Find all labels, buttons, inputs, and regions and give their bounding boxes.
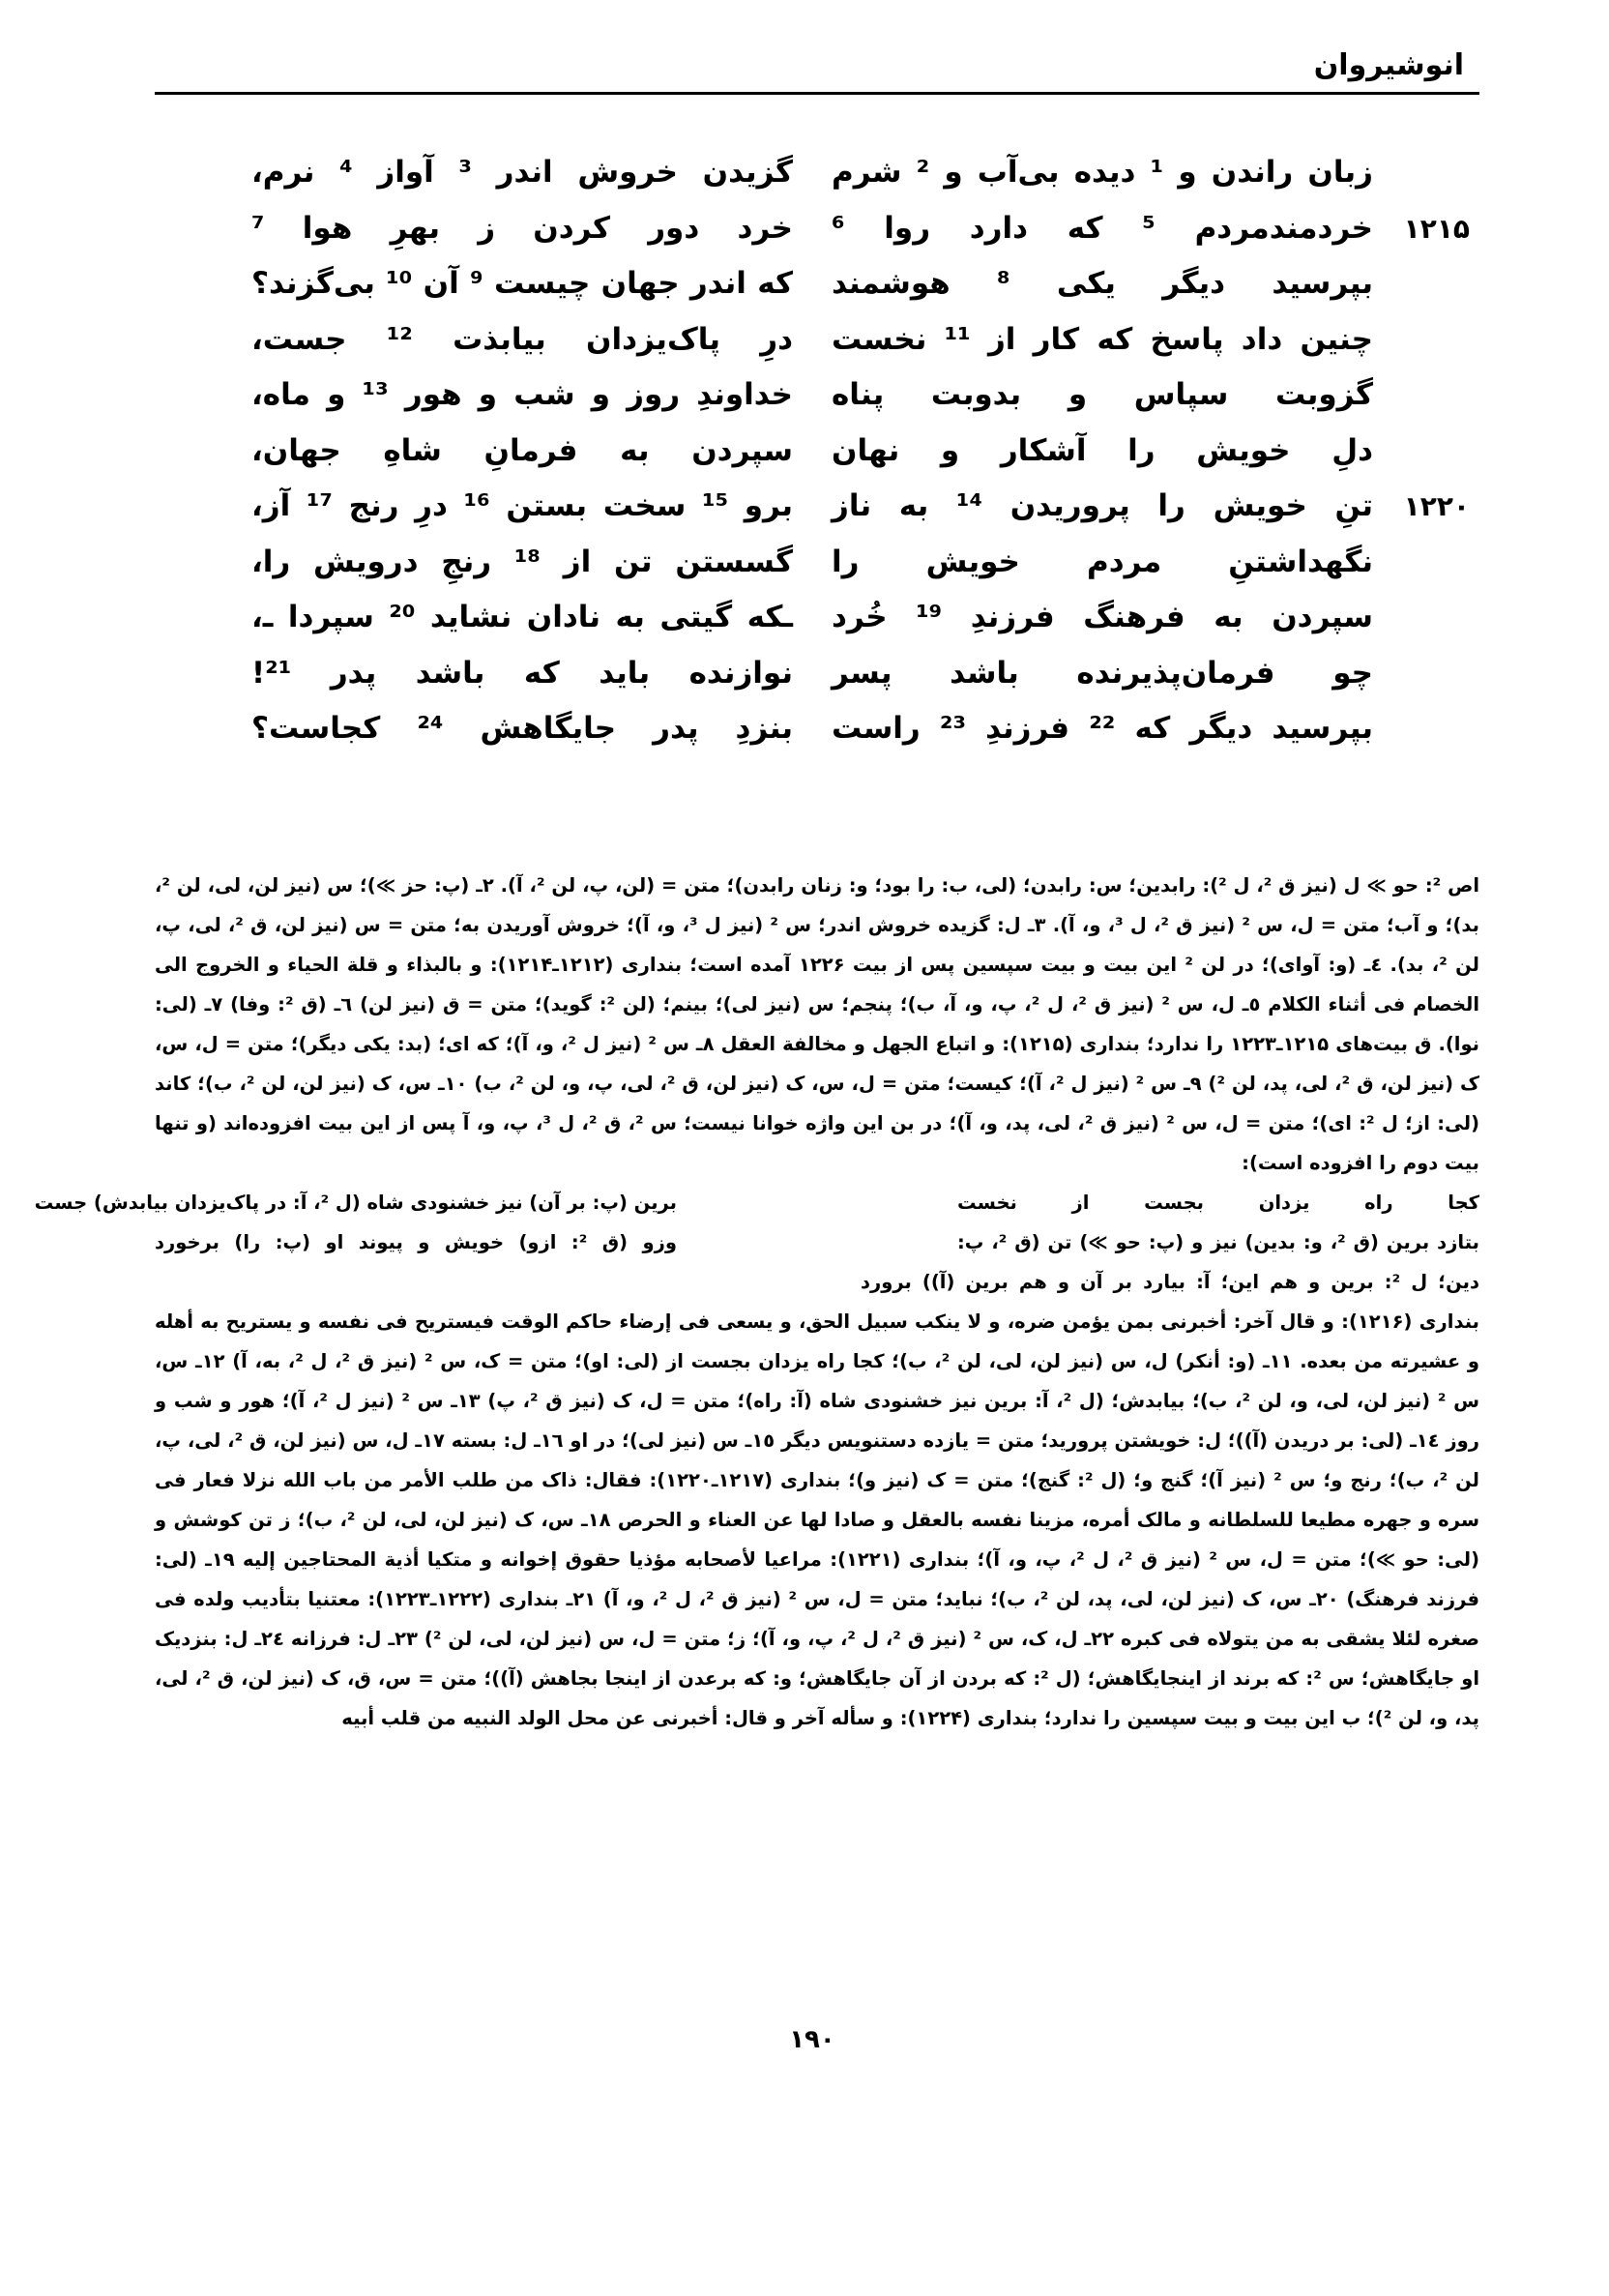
quoted-hemistich-left: وزو (ق ²: ازو) خویش و پیوند او (پ: را) برخورد — [155, 1231, 677, 1253]
quoted-verse-pair — [155, 1262, 1479, 1302]
quoted-verse-pair — [34, 1183, 1479, 1222]
verse-number: ۱۲۲۰ — [1403, 490, 1470, 522]
poem-left-column — [251, 145, 793, 757]
poem-right-column — [832, 145, 1470, 757]
verse-line: سپردن به فرمانِ شاهِ جهان، — [251, 432, 793, 468]
verse-line: زبان راندن و ¹ دیده بی‌آب و ² شرم — [832, 155, 1373, 190]
verse-line: گزیدن خروش اندر ³ آواز ⁴ نرم، — [251, 155, 793, 190]
verse-line: سپردن به فرهنگ فرزندِ ¹⁹ خُرد — [832, 600, 1373, 634]
running-title: انوشیروان — [1313, 48, 1464, 82]
verse-line: درِ پاک‌یزدان بیابذت ¹² جست، — [251, 321, 793, 357]
verse-line: نوازنده باید که باشد پدر ²¹! — [251, 655, 793, 691]
footnote-paragraph: بنداری (۱۲۱۶): و قال آخر: أخبرنی بمن یؤمن ضره، و لا ینکب سبیل الحق، و یسعی فی إرضاء حاکم الوقت فیستریح فی نفسه و یستریح به أهله و عشیرته من بعده. ١١ـ (و: أنکر) ل، س (نیز لن، لی، لن ²، ب)؛ کجا راه یزدان بجست از (لی: او)؛ متن = ک، س ² (نیز ق ²، ل ²، به، آ) ١٢ـ س، س ² (نیز لن، لی، و، لن ²، ب)؛ بیابدش؛ (ل ²، آ: برین نیز خشنودی شاه (آ: راه)؛ متن = ل، ک (نیز ق ²، پ) ١٣ـ س ² (نیز ل ²، آ)؛ هور و شب و روز ١٤ـ (لی: بر دریدن (آ))؛ ل: خویشتن پرورید؛ متن = یازده دستنویس دیگر ١٥ـ س (نیز لی)؛ در او ١٦ـ ل: بسته ١٧ـ ل، س (نیز لن، ق ²، لی، پ، لن ²، ب)؛ رنج و؛ س ² (نیز آ)؛ گنج و؛ (ل ²: گنج)؛ متن = ک (نیز و)؛ بنداری (۱۲۱۷ـ۱۲۲۰): فقال: ذاک من طلب الأمر من باب الله نزلا فعار فی سره و جهره مطیعا للسلطانه و مالک أمره، مزینا نفسه بالعقل و صادا لها عن العناء و الحرص ١٨ـ س، ک (نیز لن، لی، لن ²، ب)؛ ز تن کوشش و (لی: حو ≫)؛ متن = ل، س ² (نیز ق ²، ل ²، پ، و، آ)؛ بنداری (۱۲۲۱): مراعیا لأصحابه مؤذیا حقوق إخوانه و متکیا أذیة المحتاجین إلیه ١٩ـ (لی: فرزند فرهنگ) ٢٠ـ س، ک (نیز لن، لی، پد، لن ²، ب)؛ نباید؛ متن = ل، س ² (نیز ق ²، ل ²، و، آ) ٢١ـ بنداری (۱۲۲۲ـ۱۲۲۳): معتنیا بتأدیب ولده فی صغره لئلا یشقی به من یتولاه فی کبره ٢٢ـ ل، ک، س ² (نیز ق ²، ل ²، پ، و، آ)؛ ز؛ متن = ل، س (نیز لن، لی، لن ²) ٢٣ـ ل: فرزانه ٢٤ـ ل: بنزدیک او جایگاهش؛ س ²: که برند از اینجایگاهش؛ (ل ²: که بردن از آن جایگاهش؛ و: که برعدن از اینجا بجاهش (آ))؛ متن = س، ق، ک (نیز لن، ق ²، لی، پد، و، لن ²)؛ ب این بیت و بیت سپسین را ندارد؛ بنداری (۱۲۲۴): و سأله آخر و قال: أخبرنی عن محل الولد النبیه من قلب أبیه — [155, 1310, 1480, 1729]
verse-line: نگهداشتنِ مردم خویش را — [832, 544, 1373, 579]
verse-line: خرد دور کردن ز بهرِ هوا ⁷ — [251, 210, 793, 246]
verse-line: ۱۲۲۰ تنِ خویش را پروریدن ¹⁴ به ناز — [832, 479, 1373, 535]
verse-line: ۱۲۱۵ خردمندمردم ⁵ که دارد روا ⁶ — [832, 201, 1373, 257]
footnotes — [34, 866, 1480, 1738]
verse-line: گزوبت سپاس و بدوبت پناه — [832, 377, 1373, 412]
page-number: ۱۹۰ — [789, 2025, 835, 2054]
verse-line: ـکه گیتی به نادان نشاید ²⁰ سپردا ـ، — [251, 600, 794, 634]
verse-line: بنزدِ پدر جایگاهش ²⁴ کجاست؟ — [251, 711, 793, 746]
quoted-hemistich-right: دین؛ ل ²: برین و هم این؛ آ: بیارد بر آن و هم برین (آ)) برورد — [861, 1271, 1479, 1293]
verse-number: ۱۲۱۵ — [1403, 212, 1470, 245]
poem-block — [251, 145, 1470, 812]
verse-line: گسستن تن از ¹⁸ رنجِ درویش را، — [251, 544, 793, 579]
footnote-paragraph: اص ²: حو ≫ ل (نیز ق ²، ل ²): رابدین؛ س: رابدن؛ (لی، ب: را بود؛ و: زنان رابدن)؛ متن = (لن، پ، لن ²، آ). ٢ـ (پ: حز ≫)؛ س (نیز لن، لی، لن ²، بد)؛ و آب؛ متن = ل، س ² (نیز ق ²، ل ³، و، آ). ٣ـ ل: گزیده خروش اندر؛ س ² (نیز ل ³، و، آ)؛ خروش آوریدن به؛ متن = س (نیز لن، ق ²، لی، پ، لن ²، بد). ٤ـ (و: آوای)؛ در لن ² این بیت و بیت سپسین پس از بیت ۱۲۲۶ آمده است؛ بنداری (۱۲۱۲ـ۱۲۱۴): و بالبذاء و قلة الحیاء و الخروج الی الخصام فی أثناء الکلام ٥ـ ل، س ² (نیز ق ²، ل ²، پ، و، آ، ب)؛ پنجم؛ س (نیز لی)؛ بینم؛ (لن ²: گوید)؛ متن = ق (نیز لن) ٦ـ (ق ²: وفا) ٧ـ (لی: نوا). ق بیت‌های ۱۲۱۵ـ۱۲۲۳ را ندارد؛ بنداری (۱۲۱۵): و اتباع الجهل و مخالفة العقل ٨ـ س ² (نیز ل ²، و، آ)؛ که ای؛ (بد: یکی دیگر)؛ متن = ل، س، ک (نیز لن، ق ²، لی، پد، لن ²) ٩ـ س ² (نیز ل ²، آ)؛ کیست؛ متن = ل، س، ک (نیز لن، ق ²، لی، پ، و، لن ²، ب) ١٠ـ س، ک (نیز لن، لن ²، ب)؛ کاند (لی: از؛ ل ²: ای)؛ متن = ل، س ² (نیز ق ²، لی، پد، و، آ)؛ در بن این واژه خوانا نیست؛ س ²، ق ²، ل ³، پ، و، آ پس از این بیت افزوده‌اند (و تنها بیت دوم را افزوده است): — [155, 874, 1480, 1174]
verse-line: دلِ خویش را آشکار و نهان — [832, 432, 1373, 468]
quoted-hemistich-right: کجا راه یزدان بجست از نخست — [957, 1192, 1479, 1214]
header-rule — [155, 92, 1479, 95]
verse-line: برو ¹⁵ سخت بستن ¹⁶ درِ رنج ¹⁷ آز، — [251, 488, 793, 523]
verse-line: چنین داد پاسخ که کار از ¹¹ نخست — [832, 321, 1373, 357]
quoted-verse-pair — [155, 1222, 1479, 1262]
quoted-hemistich-left — [155, 1262, 677, 1302]
quoted-hemistich-right: بتازد برین (ق ²، و: بدین) نیز و (پ: حو ≫) تن (ق ²، پ: — [957, 1231, 1479, 1253]
verse-line: بپرسید دیگر یکی ⁸ هوشمند — [832, 266, 1373, 301]
verse-line: بپرسید دیگر که ²² فرزندِ ²³ راست — [832, 711, 1373, 746]
verse-line: که اندر جهان چیست ⁹ آن ¹⁰ بی‌گزند؟ — [251, 266, 794, 301]
verse-line: خداوندِ روز و شب و هور ¹³ و ماه، — [251, 377, 793, 412]
verse-line: چو فرمان‌پذیرنده باشد پسر — [832, 655, 1373, 691]
quoted-hemistich-left: برین (پ: بر آن) نیز خشنودی شاه (ل ²، آ: در پاک‌یزدان بیابدش) جست — [34, 1192, 677, 1214]
